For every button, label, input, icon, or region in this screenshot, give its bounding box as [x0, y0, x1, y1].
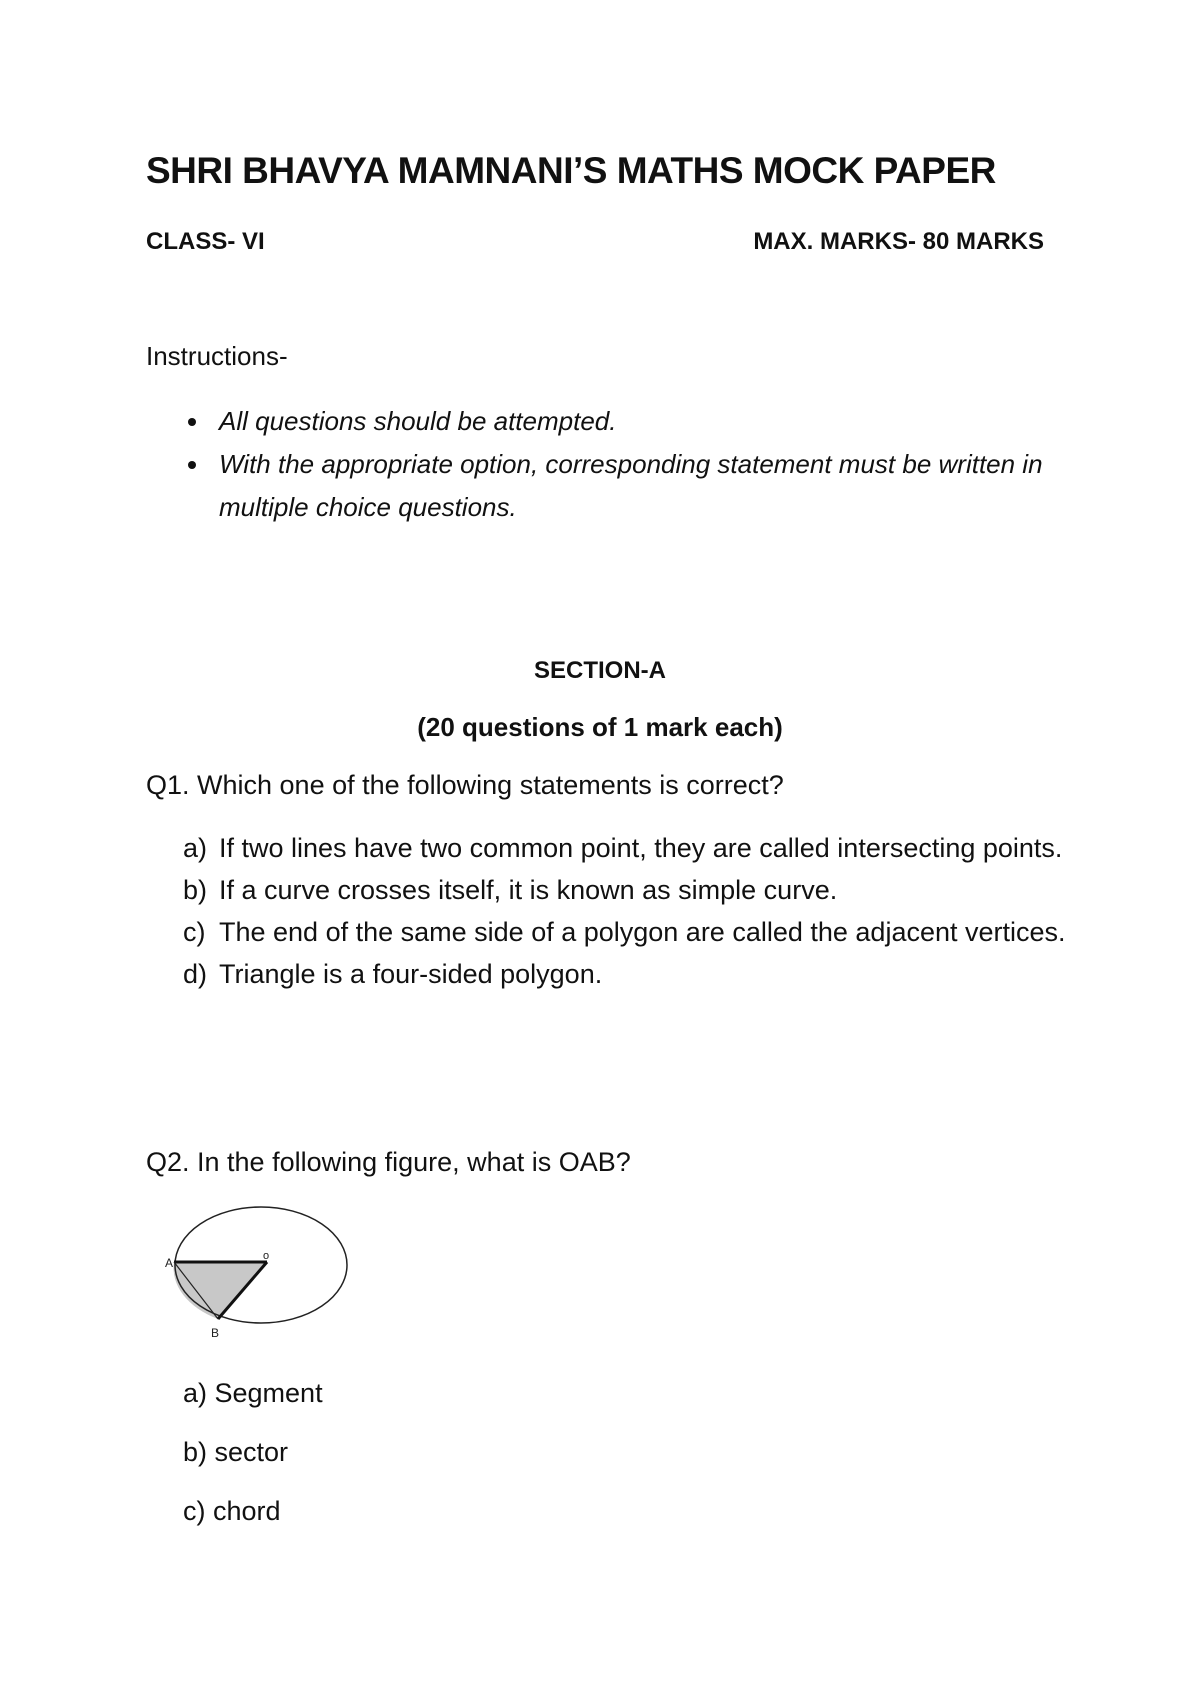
class-label: CLASS- VI — [146, 228, 265, 255]
point-a-label: A — [165, 1256, 174, 1270]
section-subtitle: (20 questions of 1 mark each) — [417, 712, 783, 742]
question-2-text: Q2. In the following figure, what is OAB? — [146, 1147, 631, 1177]
question-2-option-a: a) Segment — [183, 1378, 323, 1408]
question-1-option-a — [146, 827, 1066, 869]
option-letter: d) — [183, 959, 208, 989]
question-2-option-c: c) chord — [183, 1496, 281, 1526]
instructions-list — [146, 400, 1066, 529]
option-letter: a) — [183, 833, 208, 863]
option-text: The end of the same side of a polygon are called the adjacent vertices. — [219, 917, 1066, 947]
option-letter: b) — [183, 875, 208, 905]
question-1-option-d — [146, 953, 1066, 995]
section-title: SECTION-A — [534, 657, 666, 684]
instruction-item: All questions should be attempted. — [146, 400, 1066, 443]
question-1-option-b — [146, 869, 1066, 911]
instructions-heading: Instructions- — [146, 341, 288, 371]
option-text: Triangle is a four-sided polygon. — [219, 959, 603, 989]
option-text: If two lines have two common point, they are called intersecting points. — [219, 833, 1063, 863]
question-1-option-c — [146, 911, 1066, 953]
option-text: If a curve crosses itself, it is known as simple curve. — [219, 875, 838, 905]
question-1-options — [146, 827, 1066, 995]
point-b-label: B — [211, 1326, 220, 1340]
option-letter: c) — [183, 917, 206, 947]
paper-title: SHRI BHAVYA MAMNANI’S MATHS MOCK PAPER — [146, 150, 996, 191]
shaded-region — [174, 1262, 267, 1319]
paper-meta-row — [146, 228, 1044, 256]
circle-sector-figure — [166, 1213, 366, 1347]
point-o-label: o — [263, 1250, 270, 1262]
question-2-option-b: b) sector — [183, 1437, 289, 1467]
max-marks-label: MAX. MARKS- 80 MARKS — [753, 228, 1044, 255]
question-1-text: Q1. Which one of the following statements is correct? — [146, 770, 784, 800]
instruction-item: With the appropriate option, corresponding statement must be written in multiple choice questions. — [146, 443, 1066, 529]
